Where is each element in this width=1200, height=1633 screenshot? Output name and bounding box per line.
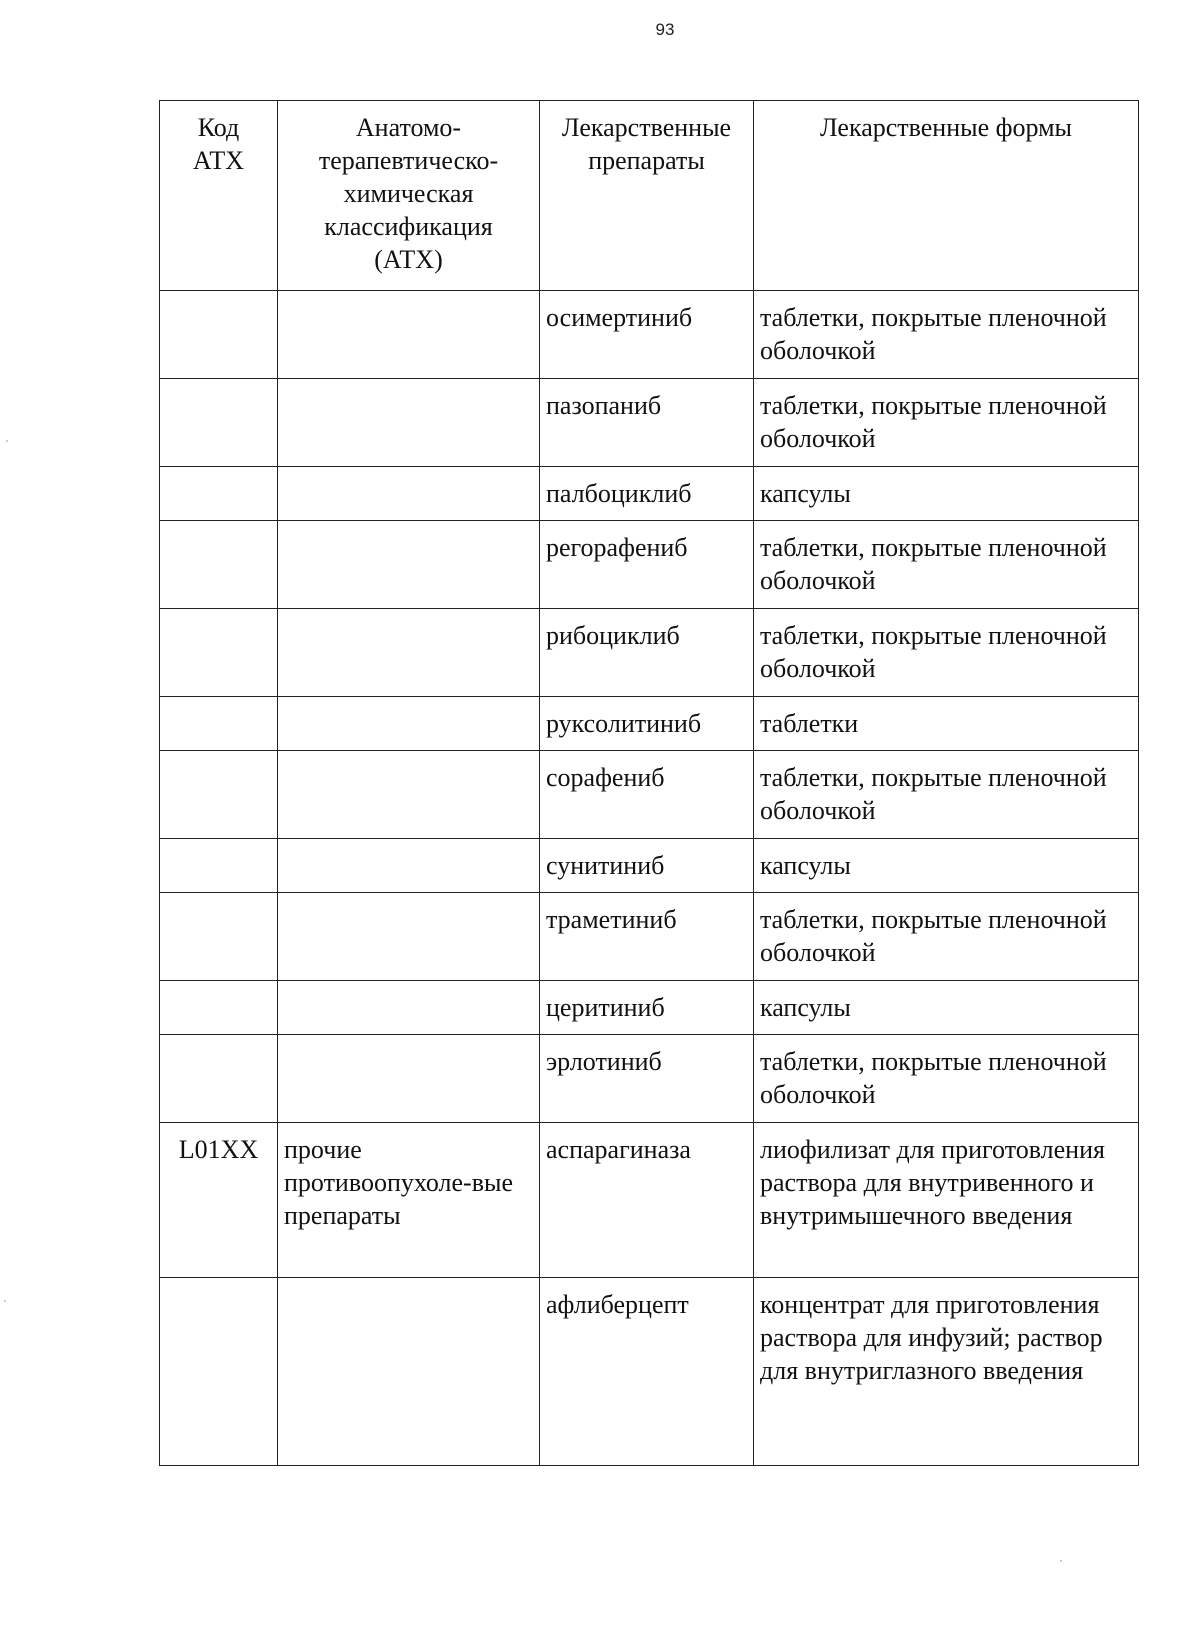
dosage-form-cell: капсулы xyxy=(754,467,1139,521)
table-header-row xyxy=(160,101,1139,291)
classification-cell xyxy=(278,893,540,981)
classification-cell xyxy=(278,1278,540,1466)
header-atx-classification: Анатомо-терапевтическо-химическая классификация (АТХ) xyxy=(278,101,540,291)
header-dosage-forms: Лекарственные формы xyxy=(754,101,1139,291)
drug-cell: церитиниб xyxy=(540,981,754,1035)
atx-code-cell xyxy=(160,291,278,379)
table-row xyxy=(160,1035,1139,1123)
table-row xyxy=(160,1123,1139,1278)
table-row xyxy=(160,1278,1139,1466)
dosage-form-cell: таблетки xyxy=(754,697,1139,751)
atx-code-cell xyxy=(160,379,278,467)
atx-code-cell xyxy=(160,1278,278,1466)
table-row xyxy=(160,379,1139,467)
table-row xyxy=(160,291,1139,379)
scan-speck xyxy=(1060,1560,1062,1562)
drug-cell: осимертиниб xyxy=(540,291,754,379)
classification-cell xyxy=(278,981,540,1035)
dosage-form-cell: таблетки, покрытые пленочной оболочкой xyxy=(754,751,1139,839)
drug-cell: руксолитиниб xyxy=(540,697,754,751)
atx-code-cell: L01XX xyxy=(160,1123,278,1278)
table-row xyxy=(160,751,1139,839)
drug-cell: траметиниб xyxy=(540,893,754,981)
atx-code-cell xyxy=(160,1035,278,1123)
drug-table-container xyxy=(159,100,1138,1466)
header-atx-code: Код АТХ xyxy=(160,101,278,291)
atx-code-cell xyxy=(160,893,278,981)
table-row xyxy=(160,609,1139,697)
drug-cell: сунитиниб xyxy=(540,839,754,893)
drug-cell: палбоциклиб xyxy=(540,467,754,521)
dosage-form-cell: таблетки, покрытые пленочной оболочкой xyxy=(754,521,1139,609)
table-row xyxy=(160,893,1139,981)
header-drugs: Лекарственные препараты xyxy=(540,101,754,291)
scan-speck xyxy=(4,1300,6,1302)
drug-cell: пазопаниб xyxy=(540,379,754,467)
table-row xyxy=(160,839,1139,893)
classification-cell xyxy=(278,751,540,839)
table-row xyxy=(160,521,1139,609)
dosage-form-cell: капсулы xyxy=(754,839,1139,893)
dosage-form-cell: таблетки, покрытые пленочной оболочкой xyxy=(754,379,1139,467)
table-row xyxy=(160,981,1139,1035)
atx-code-cell xyxy=(160,839,278,893)
drug-cell: афлиберцепт xyxy=(540,1278,754,1466)
classification-cell xyxy=(278,697,540,751)
dosage-form-cell: капсулы xyxy=(754,981,1139,1035)
dosage-form-cell: таблетки, покрытые пленочной оболочкой xyxy=(754,609,1139,697)
classification-cell xyxy=(278,609,540,697)
dosage-form-cell: таблетки, покрытые пленочной оболочкой xyxy=(754,291,1139,379)
table-row xyxy=(160,467,1139,521)
atx-code-cell xyxy=(160,609,278,697)
atx-code-cell xyxy=(160,521,278,609)
classification-cell xyxy=(278,379,540,467)
dosage-form-cell: таблетки, покрытые пленочной оболочкой xyxy=(754,893,1139,981)
atx-code-cell xyxy=(160,697,278,751)
drug-cell: регорафениб xyxy=(540,521,754,609)
dosage-form-cell: таблетки, покрытые пленочной оболочкой xyxy=(754,1035,1139,1123)
dosage-form-cell: концентрат для приготовления раствора для инфузий; раствор для внутриглазного введения xyxy=(754,1278,1139,1466)
drug-cell: рибоциклиб xyxy=(540,609,754,697)
drug-cell: аспарагиназа xyxy=(540,1123,754,1278)
classification-cell xyxy=(278,1035,540,1123)
table-row xyxy=(160,697,1139,751)
drug-cell: эрлотиниб xyxy=(540,1035,754,1123)
classification-cell xyxy=(278,467,540,521)
atx-code-cell xyxy=(160,751,278,839)
dosage-form-cell: лиофилизат для приготовления раствора для внутривенного и внутримышечного введения xyxy=(754,1123,1139,1278)
atx-code-cell xyxy=(160,981,278,1035)
drug-cell: сорафениб xyxy=(540,751,754,839)
classification-cell: прочие противоопухоле-вые препараты xyxy=(278,1123,540,1278)
scan-speck xyxy=(6,440,8,442)
atx-code-cell xyxy=(160,467,278,521)
drug-table xyxy=(159,100,1139,1466)
classification-cell xyxy=(278,291,540,379)
classification-cell xyxy=(278,521,540,609)
classification-cell xyxy=(278,839,540,893)
page-number: 93 xyxy=(655,20,675,39)
